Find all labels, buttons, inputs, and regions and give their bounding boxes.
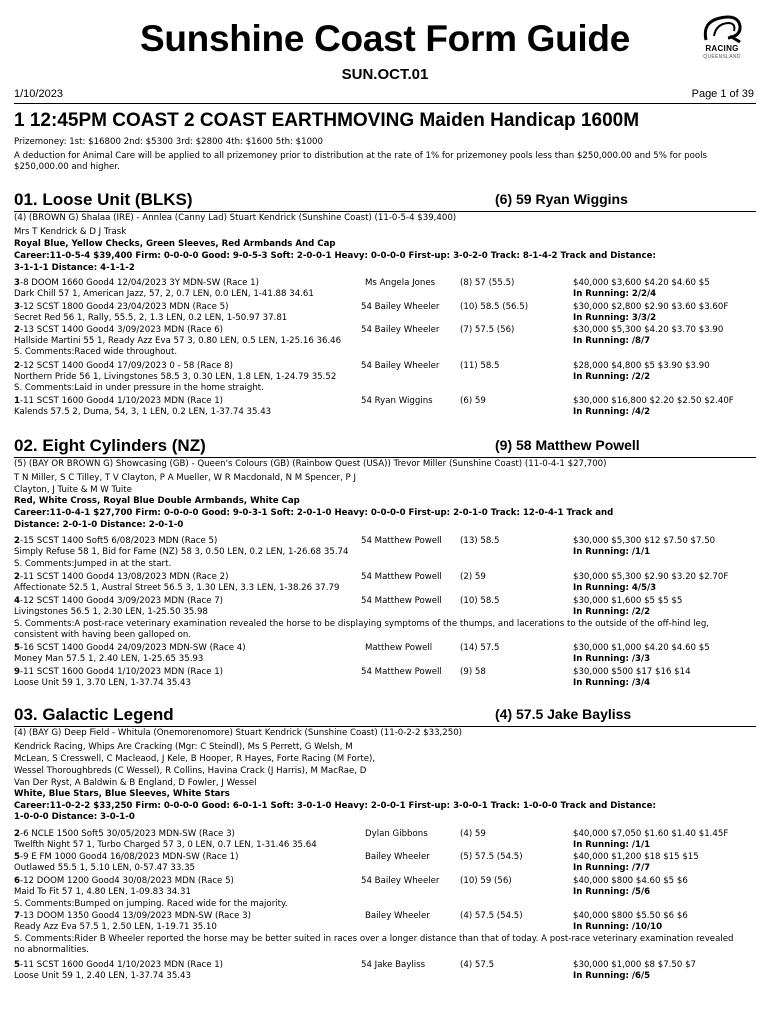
horse-colours: Red, White Cross, Royal Blue Double Armbands, White Cap	[14, 496, 300, 506]
run-prize: $40,000 $3,600 $4.20 $4.60 $5	[573, 278, 710, 288]
horse-breeding: (4) (BROWN G) Shalaa (IRE) - Annlea (Canny Lad) Stuart Kendrick (Sunshine Coast) (11-0-5-4 $39,400)	[14, 213, 457, 223]
horse-career: Career:11-0-2-2 $33,250 Firm: 0-0-0-0 Good: 6-0-1-1 Soft: 3-0-1-0 Heavy: 2-0-0-1 First-up: 3-0-0-1 Track: 1-0-0-0 Track and Distance:	[14, 801, 656, 811]
run-line: 2-6 NCLE 1500 Soft5 30/05/2023 MDN-SW (Race 3)	[14, 829, 235, 839]
run-prize: $30,000 $2,800 $2.90 $3.60 $3.60F	[573, 302, 729, 312]
run-in-running: In Running: /6/5	[573, 971, 651, 981]
run-in-running: In Running: 3/3/2	[573, 313, 657, 323]
run-jockey: 54 Bailey Wheeler	[361, 302, 440, 312]
run-prize: $30,000 $5,300 $4.20 $3.70 $3.90	[573, 325, 724, 335]
run-jockey: 54 Bailey Wheeler	[361, 325, 440, 335]
run-in-running: In Running: /3/4	[573, 678, 651, 688]
run-result: Loose Unit 59 1, 3.70 LEN, 1-37.74 35.43	[14, 678, 191, 688]
run-result: Simply Refuse 58 1, Bid for Fame (NZ) 58 3, 0.50 LEN, 0.2 LEN, 1-26.68 35.74	[14, 547, 349, 557]
run-steward-comments: S. Comments:Laid in under pressure in the home straight.	[14, 383, 264, 393]
run-barrier: (4) 57.5	[460, 960, 495, 970]
racing-queensland-logo	[694, 12, 754, 67]
run-prize: $30,000 $1,000 $4.20 $4.60 $5	[573, 643, 710, 653]
run-barrier: (5) 57.5 (54.5)	[460, 852, 523, 862]
horse-barrier-weight-rider: (6) 59 Ryan Wiggins	[495, 191, 628, 207]
run-in-running: In Running: /8/7	[573, 336, 651, 346]
run-line: 4-12 SCST 1400 Good4 3/09/2023 MDN (Race 7)	[14, 596, 224, 606]
run-jockey: 54 Matthew Powell	[361, 536, 442, 546]
run-line: 1-11 SCST 1600 Good4 1/10/2023 MDN (Race 1)	[14, 396, 224, 406]
run-jockey: Bailey Wheeler	[365, 852, 430, 862]
run-jockey: 54 Matthew Powell	[361, 667, 442, 677]
run-steward-comments: S. Comments:Bumped on jumping. Raced wide for the majority.	[14, 899, 288, 909]
horse-owners: T N Miller, S C Tilley, T V Clayton, P A Mueller, W R Macdonald, N M Spencer, P J	[14, 473, 356, 483]
run-line: 2-15 SCST 1400 Soft5 6/08/2023 MDN (Race 5)	[14, 536, 218, 546]
run-steward-comments: S. Comments:Jumped in at the start.	[14, 559, 172, 569]
run-result: Maid To Fit 57 1, 4.80 LEN, 1-09.83 34.31	[14, 887, 191, 897]
run-barrier: (14) 57.5	[460, 643, 500, 653]
run-jockey: Ms Angela Jones	[365, 278, 436, 288]
run-steward-comments: S. Comments:A post-race veterinary examination revealed the horse to be displaying symptoms of the thumps, and lacerations to the outside of the off-hind leg, consistent with having been galloped on.	[14, 619, 710, 640]
run-line: 3-8 DOOM 1660 Good4 12/04/2023 3Y MDN-SW (Race 1)	[14, 278, 259, 288]
run-barrier: (4) 59	[460, 829, 486, 839]
horse-rule	[14, 726, 756, 727]
run-line: 5-16 SCST 1400 Good4 24/09/2023 MDN-SW (Race 4)	[14, 643, 246, 653]
horse-owners: Wessel Thoroughbreds (C Wessel), R Collins, Havina Crack (J Harris), M MacRae, D	[14, 766, 367, 776]
horse-career: Career:11-0-5-4 $39,400 Firm: 0-0-0-0 Good: 9-0-5-3 Soft: 2-0-0-1 Heavy: 0-0-0-0 First-up: 3-0-2-0 Track: 8-1-4-2 Track and Distance:	[14, 251, 656, 261]
run-barrier: (7) 57.5 (56)	[460, 325, 515, 335]
run-line: 2-13 SCST 1400 Good4 3/09/2023 MDN (Race 6)	[14, 325, 224, 335]
horse-career: 3-1-1-1 Distance: 4-1-1-2	[14, 263, 135, 273]
horse-barrier-weight-rider: (4) 57.5 Jake Bayliss	[495, 706, 632, 722]
run-barrier: (10) 59 (56)	[460, 876, 512, 886]
run-in-running: In Running: /5/6	[573, 887, 651, 897]
document-date: 1/10/2023	[14, 88, 63, 100]
horse-breeding: (4) (BAY G) Deep Field - Whitula (Onemorenomore) Stuart Kendrick (Sunshine Coast) (11-0-2-2 $33,250)	[14, 728, 463, 738]
horse-owners: Van Der Ryst, A Baldwin & B England, D Fowler, J Wessel	[14, 778, 257, 788]
horse-colours: White, Blue Stars, Blue Sleeves, White Stars	[14, 789, 230, 799]
horse-colours: Royal Blue, Yellow Checks, Green Sleeves, Red Armbands And Cap	[14, 239, 336, 249]
animal-care-notice: A deduction for Animal Care will be applied to all prizemoney prior to distribution at the rate of 1% for prizemoney pools less than $250,000.00 and 5% for pools $250,000.00 and higher.	[14, 151, 708, 172]
run-line: 3-12 SCST 1800 Good4 23/04/2023 MDN (Race 5)	[14, 302, 229, 312]
horse-rule	[14, 211, 756, 212]
run-jockey: 54 Matthew Powell	[361, 596, 442, 606]
run-barrier: (9) 58	[460, 667, 486, 677]
meeting-date: SUN.OCT.01	[341, 66, 429, 83]
run-result: Money Man 57.5 1, 2.40 LEN, 1-25.65 35.93	[14, 654, 204, 664]
run-steward-comments: S. Comments:Raced wide throughout.	[14, 347, 178, 357]
horse-owners: Mrs T Kendrick & D J Trask	[14, 227, 127, 237]
horse-breeding: (5) (BAY OR BROWN G) Showcasing (GB) - Queen's Colours (GB) (Rainbow Quest (USA)) Trevor Miller (Sunshine Coast) (11-0-4-1 $27,700)	[14, 459, 607, 469]
run-in-running: In Running: 4/5/3	[573, 583, 657, 593]
run-line: 5-11 SCST 1600 Good4 1/10/2023 MDN (Race 1)	[14, 960, 224, 970]
run-in-running: In Running: /7/7	[573, 863, 651, 873]
run-barrier: (10) 58.5 (56.5)	[460, 302, 529, 312]
run-line: 7-13 DOOM 1350 Good4 13/09/2023 MDN-SW (Race 3)	[14, 911, 251, 921]
run-in-running: In Running: /1/1	[573, 840, 651, 850]
run-line: 5-9 E FM 1000 Good4 16/08/2023 MDN-SW (Race 1)	[14, 852, 239, 862]
run-prize: $28,000 $4,800 $5 $3.90 $3.90	[573, 361, 710, 371]
run-prize: $30,000 $5,300 $12 $7.50 $7.50	[573, 536, 716, 546]
run-prize: $30,000 $1,600 $5 $5 $5	[573, 596, 683, 606]
run-result: Secret Red 56 1, Rally, 55.5, 2, 1.3 LEN, 0.2 LEN, 1-50.97 37.81	[14, 313, 288, 323]
page-number: Page 1 of 39	[691, 88, 754, 100]
run-jockey: Bailey Wheeler	[365, 911, 430, 921]
horse-name: 01. Loose Unit (BLKS)	[14, 190, 193, 209]
run-barrier: (11) 58.5	[460, 361, 500, 371]
run-prize: $40,000 $800 $5.50 $6 $6	[573, 911, 688, 921]
run-barrier: (8) 57 (55.5)	[460, 278, 515, 288]
run-line: 9-11 SCST 1600 Good4 1/10/2023 MDN (Race 1)	[14, 667, 224, 677]
run-prize: $40,000 $800 $4.60 $5 $6	[573, 876, 688, 886]
run-barrier: (4) 57.5 (54.5)	[460, 911, 523, 921]
race-title: 1 12:45PM COAST 2 COAST EARTHMOVING Maiden Handicap 1600M	[14, 110, 640, 131]
horse-rule	[14, 457, 756, 458]
run-result: Northern Pride 56 1, Livingstones 58.5 3, 0.30 LEN, 1.8 LEN, 1-24.79 35.52	[14, 372, 337, 382]
run-in-running: In Running: /10/10	[573, 922, 663, 932]
horse-career: Career:11-0-4-1 $27,700 Firm: 0-0-0-0 Good: 9-0-3-1 Soft: 2-0-1-0 Heavy: 0-0-0-0 First-up: 2-0-1-0 Track: 12-0-4-1 Track and	[14, 508, 614, 518]
header-rule	[14, 103, 756, 104]
run-jockey: 54 Ryan Wiggins	[361, 396, 433, 406]
horse-owners: Clayton, J Tuite & M W Tuite	[14, 485, 132, 495]
horse-name: 03. Galactic Legend	[14, 705, 174, 724]
horse-name: 02. Eight Cylinders (NZ)	[14, 436, 206, 455]
run-result: Hallside Martini 55 1, Ready Azz Eva 57 3, 0.80 LEN, 0.5 LEN, 1-25.16 36.46	[14, 336, 342, 346]
run-prize: $40,000 $7,050 $1.60 $1.40 $1.45F	[573, 829, 729, 839]
run-line: 2-12 SCST 1400 Good4 17/09/2023 0 - 58 (Race 8)	[14, 361, 234, 371]
run-jockey: 54 Matthew Powell	[361, 572, 442, 582]
run-result: Twelfth Night 57 1, Turbo Charged 57 3, 0 LEN, 0.7 LEN, 1-31.46 35.64	[14, 840, 317, 850]
run-prize: $30,000 $5,300 $2.90 $3.20 $2.70F	[573, 572, 729, 582]
run-jockey: 54 Jake Bayliss	[361, 960, 426, 970]
logo-text: RACING	[705, 44, 739, 53]
run-result: Kalends 57.5 2, Duma, 54, 3, 1 LEN, 0.2 LEN, 1-37.74 35.43	[14, 407, 272, 417]
horse-career: 1-0-0-0 Distance: 3-0-1-0	[14, 812, 135, 822]
page-title: Sunshine Coast Form Guide	[140, 18, 630, 59]
run-jockey: Dylan Gibbons	[365, 829, 428, 839]
run-jockey: Matthew Powell	[365, 643, 433, 653]
run-result: Livingstones 56.5 1, 2.30 LEN, 1-25.50 35.98	[14, 607, 208, 617]
run-steward-comments: S. Comments:Rider B Wheeler reported the horse may be better suited in races over a longer distance than that of today. A post-race veterinary examination revealed no abnormalities.	[14, 934, 734, 955]
horse-owners: Kendrick Racing, Whips Are Cracking (Mgr: C Steindl), Ms S Perrett, G Welsh, M	[14, 742, 353, 752]
run-barrier: (2) 59	[460, 572, 486, 582]
run-jockey: 54 Bailey Wheeler	[361, 361, 440, 371]
run-prize: $40,000 $1,200 $18 $15 $15	[573, 852, 699, 862]
run-in-running: In Running: /3/3	[573, 654, 651, 664]
run-result: Loose Unit 59 1, 2.40 LEN, 1-37.74 35.43	[14, 971, 191, 981]
run-result: Dark Chill 57 1, American Jazz, 57, 2, 0.7 LEN, 0.0 LEN, 1-41.88 34.61	[14, 289, 314, 299]
run-prize: $30,000 $500 $17 $16 $14	[573, 667, 691, 677]
horse-career: Distance: 2-0-1-0 Distance: 2-0-1-0	[14, 520, 184, 530]
run-line: 2-11 SCST 1400 Good4 13/08/2023 MDN (Race 2)	[14, 572, 229, 582]
run-prize: $30,000 $1,000 $8 $7.50 $7	[573, 960, 697, 970]
run-barrier: (6) 59	[460, 396, 486, 406]
run-line: 6-12 DOOM 1200 Good4 30/08/2023 MDN (Race 5)	[14, 876, 234, 886]
race-prizemoney: Prizemoney: 1st: $16800 2nd: $5300 3rd: $2800 4th: $1600 5th: $1000	[14, 137, 323, 147]
run-result: Ready Azz Eva 57.5 1, 2.50 LEN, 1-19.71 35.10	[14, 922, 217, 932]
run-result: Outlawed 55.5 1, 5.10 LEN, 0-57.47 33.35	[14, 863, 196, 873]
run-barrier: (13) 58.5	[460, 536, 500, 546]
logo-subtext: QUEENSLAND	[703, 54, 741, 60]
run-barrier: (10) 58.5	[460, 596, 500, 606]
run-in-running: In Running: /2/2	[573, 607, 651, 617]
run-jockey: 54 Bailey Wheeler	[361, 876, 440, 886]
run-in-running: In Running: /1/1	[573, 547, 651, 557]
run-in-running: In Running: /2/2	[573, 372, 651, 382]
run-prize: $30,000 $16,800 $2.20 $2.50 $2.40F	[573, 396, 734, 406]
run-in-running: In Running: 2/2/4	[573, 289, 657, 299]
horse-barrier-weight-rider: (9) 58 Matthew Powell	[495, 437, 640, 453]
run-result: Affectionate 52.5 1, Austral Street 56.5 3, 1.30 LEN, 3.3 LEN, 1-38.26 37.79	[14, 583, 340, 593]
horse-owners: McLean, S Cresswell, C Macleaod, J Kele, B Hooper, R Hayes, Forte Racing (M Forte),	[14, 754, 376, 764]
run-in-running: In Running: /4/2	[573, 407, 651, 417]
